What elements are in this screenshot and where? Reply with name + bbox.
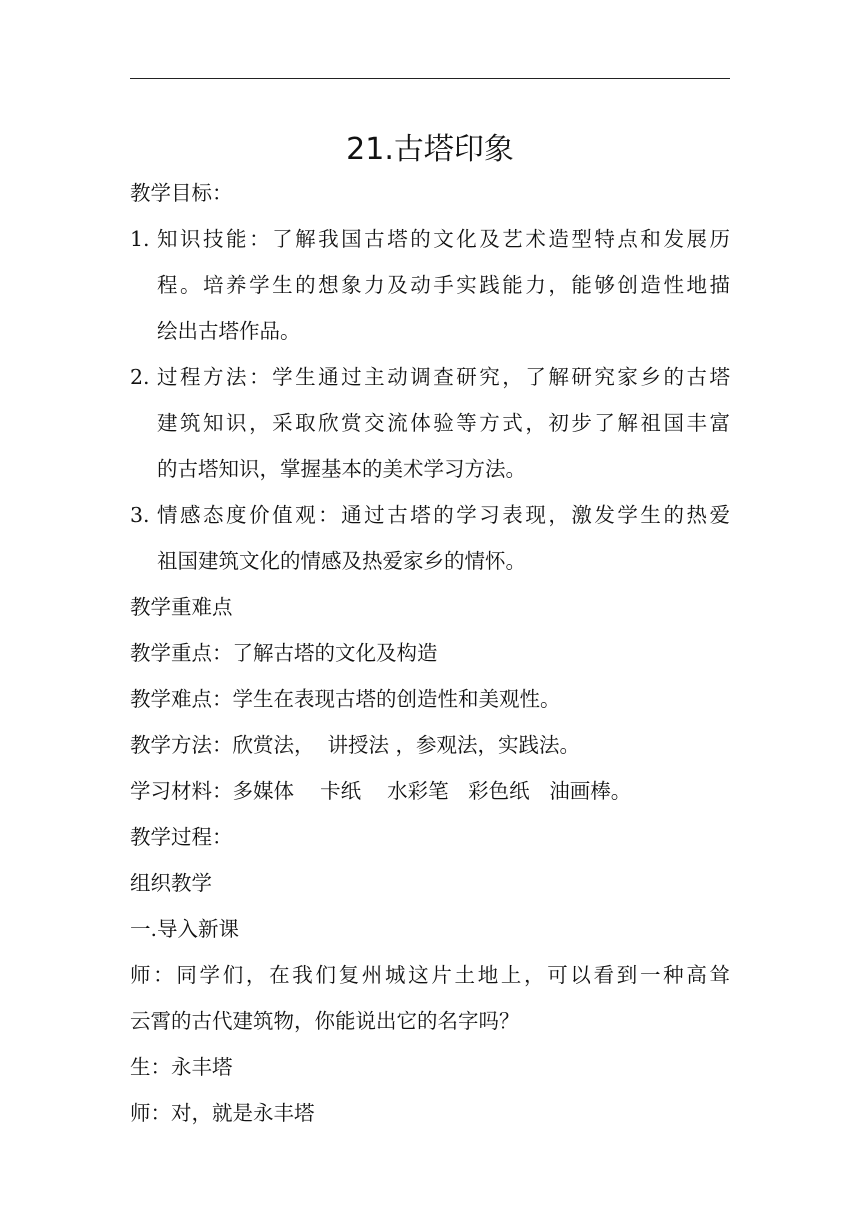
objective-item-3 (130, 492, 730, 584)
organize-heading: 组织教学 (130, 871, 212, 895)
objective-line: 绘出古塔作品。 (157, 319, 301, 343)
objective-line: 建筑知识，采取欣赏交流体验等方式，初步了解祖国丰富 (157, 411, 730, 435)
objective-line: 情感态度价值观：通过古塔的学习表现，激发学生的热爱 (157, 503, 730, 527)
section-one-heading: 一.导入新课 (130, 917, 240, 941)
objective-number: 3. (130, 503, 150, 527)
objective-line: 的古塔知识，掌握基本的美术学习方法。 (157, 457, 526, 481)
dialogue-teacher-line: 师：同学们，在我们复州城这片土地上，可以看到一种高耸 (130, 963, 730, 987)
difficulty-text: 教学难点：学生在表现古塔的创造性和美观性。 (130, 687, 561, 711)
objective-line: 过程方法：学生通过主动调查研究，了解研究家乡的古塔 (157, 365, 730, 389)
objective-line: 程。培养学生的想象力及动手实践能力，能够创造性地描 (157, 273, 730, 297)
objective-item-2 (130, 354, 730, 492)
process-heading: 教学过程： (130, 825, 233, 849)
key-point-text: 教学重点：了解古塔的文化及构造 (130, 641, 438, 665)
document-title: 21.古塔印象 (346, 132, 514, 167)
key-points-heading: 教学重难点 (130, 595, 233, 619)
objectives-heading: 教学目标： (130, 181, 233, 205)
document-body (130, 170, 730, 1136)
header-rule (130, 78, 730, 79)
dialogue-student-line: 生：永丰塔 (130, 1055, 233, 1079)
objective-number: 1. (130, 227, 150, 251)
methods-text: 教学方法：欣赏法， 讲授法 ，参观法，实践法。 (130, 733, 581, 757)
dialogue-teacher-line: 师：对，就是永丰塔 (130, 1101, 315, 1125)
dialogue-teacher-line: 云霄的古代建筑物，你能说出它的名字吗？ (130, 1009, 520, 1033)
objective-item-1 (130, 216, 730, 354)
materials-text: 学习材料：多媒体 卡纸 水彩笔 彩色纸 油画棒。 (130, 779, 632, 803)
objective-number: 2. (130, 365, 150, 389)
objective-line: 知识技能：了解我国古塔的文化及艺术造型特点和发展历 (157, 227, 730, 251)
objective-line: 祖国建筑文化的情感及热爱家乡的情怀。 (157, 549, 526, 573)
